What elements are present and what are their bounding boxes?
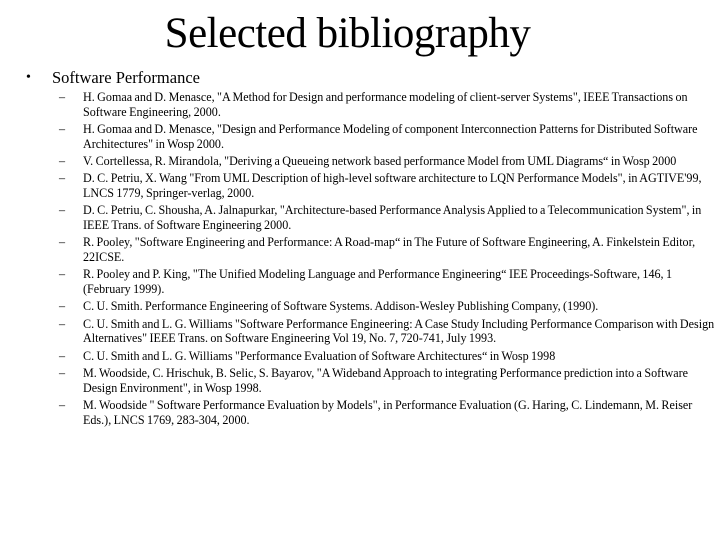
section-heading-row — [26, 68, 716, 90]
reference-list — [26, 90, 716, 430]
dash-icon: – — [59, 171, 66, 186]
reference-item — [26, 90, 716, 119]
slide-title: Selected bibliography — [164, 10, 531, 57]
reference-text: H. Gomaa and D. Menasce, "Design and Performance Modeling of component Interconnection Patterns for Distributed Software Architectures" in Wosp 2000. — [83, 121, 698, 151]
reference-text: M. Woodside, C. Hrischuk, B. Selic, S. Bayarov, "A Wideband Approach to integrating Performance prediction into a Software Design Environment", in Wosp 1998. — [83, 366, 689, 395]
dash-icon: – — [59, 267, 66, 282]
reference-text: H. Gomaa and D. Menasce, "A Method for Design and performance modeling of client-server Systems", IEEE Transactions on Software Engineering, 2000. — [83, 90, 688, 119]
dash-icon: – — [59, 398, 66, 413]
reference-text: C. U. Smith. Performance Engineering of Software Systems. Addison-Wesley Publishing Company, (1990). — [83, 299, 599, 314]
bullet-icon: • — [26, 70, 31, 85]
reference-text: D. C. Petriu, C. Shousha, A. Jalnapurkar, "Architecture-based Performance Analysis Applied to a Telecommunication System", in IEEE Trans. of Software Engineering 2000. — [83, 203, 702, 232]
reference-item — [26, 398, 716, 427]
reference-text: C. U. Smith and L. G. Williams "Performance Evaluation of Software Architectures“ in Wosp 1998 — [83, 348, 556, 363]
reference-text: D. C. Petriu, X. Wang "From UML Description of high-level software architecture to LQN Performance Models", in AGTIVE'99, LNCS 1779, Springer-verlag, 2000. — [83, 171, 702, 200]
dash-icon: – — [59, 299, 66, 314]
section-heading: Software Performance — [52, 68, 200, 87]
reference-item — [26, 171, 716, 200]
reference-item — [26, 299, 716, 314]
reference-text: C. U. Smith and L. G. Williams "Software Performance Engineering: A Case Study Including Performance Comparison with Design Alternatives" IEEE Trans. on Software Engineering Vol 19, No. 7, 720-741, July 1993. — [83, 316, 715, 346]
reference-item — [26, 267, 716, 296]
reference-item — [26, 317, 716, 346]
reference-text: M. Woodside " Software Performance Evaluation by Models", in Performance Evaluation (G. Haring, C. Lindemann, M. Reiser Eds.), LNCS 1769, 283-304, 2000. — [83, 398, 693, 427]
reference-text: R. Pooley and P. King, "The Unified Modeling Language and Performance Engineering“ IEE Proceedings-Software, 146, 1 (February 1999). — [83, 267, 673, 296]
reference-item — [26, 122, 716, 151]
dash-icon: – — [59, 121, 66, 136]
software-performance-section — [26, 68, 716, 427]
dash-icon: – — [59, 316, 66, 331]
reference-item — [26, 235, 716, 264]
reference-item — [26, 349, 716, 364]
dash-icon: – — [59, 348, 66, 363]
reference-text: V. Cortellessa, R. Mirandola, "Deriving a Queueing network based performance Model from UML Diagrams“ in Wosp 2000 — [83, 153, 677, 168]
dash-icon: – — [59, 153, 66, 168]
reference-item — [26, 366, 716, 395]
dash-icon: – — [59, 366, 66, 381]
reference-item — [26, 203, 716, 232]
dash-icon: – — [59, 90, 66, 104]
reference-text: R. Pooley, "Software Engineering and Performance: A Road-map“ in The Future of Software Engineering, A. Finkelstein Editor, 22ICSE. — [83, 235, 696, 264]
reference-item — [26, 154, 716, 169]
dash-icon: – — [59, 203, 66, 218]
dash-icon: – — [59, 235, 66, 250]
